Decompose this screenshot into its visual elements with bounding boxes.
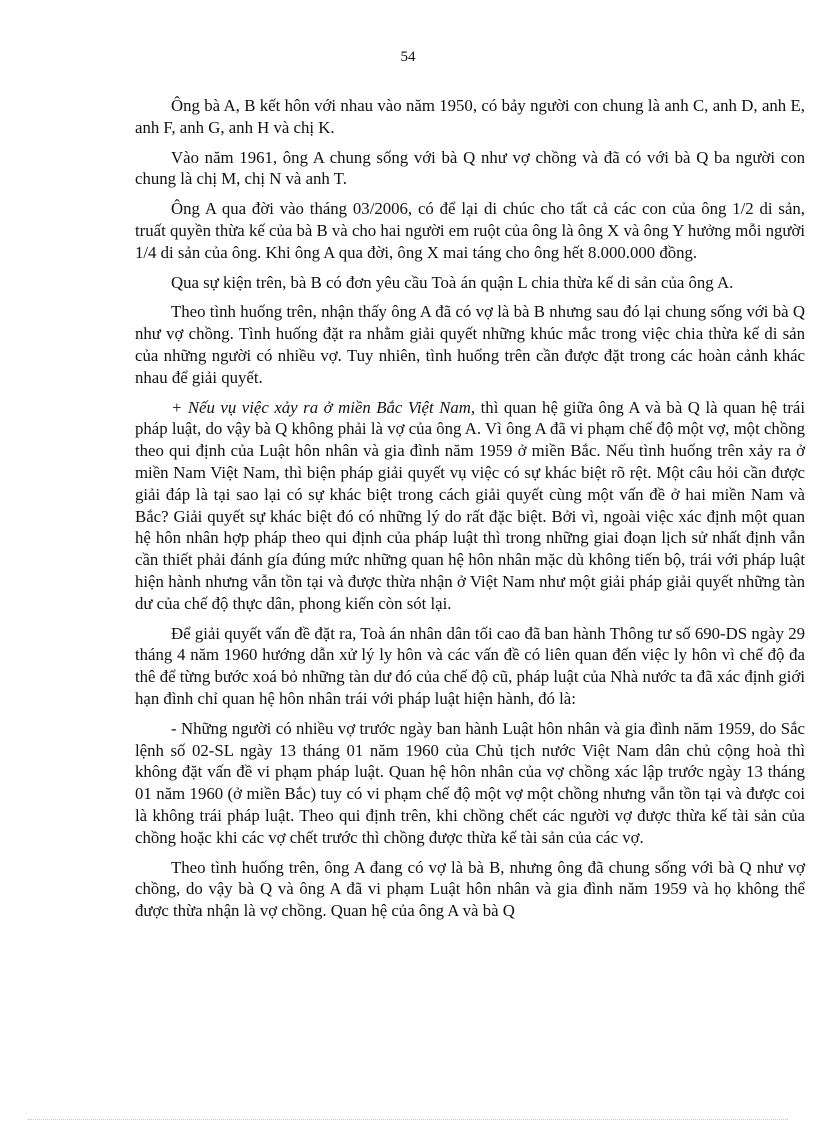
paragraph-circular-690: Để giải quyết vấn đề đặt ra, Toà án nhân dân tối cao đã ban hành Thông tư số 690-DS ngày 29 tháng 4 năm 1960 hướng dẫn xử lý ly hôn và các vấn đề có liên quan đến việc ly hôn vì chế độ đa thê để từng bước xoá bỏ những tàn dư đó của chế độ cũ, pháp luật của Nhà nước ta đã xác định giới hạn đình chỉ quan hệ hôn nhân trái với pháp luật hiện hành, đó là: [135,623,805,708]
paragraph-marriage-facts: Ông bà A, B kết hôn với nhau vào năm 1950, có bảy người con chung là anh C, anh D, anh E, anh F, anh G, anh H và chị K. [135,96,805,137]
paragraph-conclusion: Theo tình huống trên, ông A đang có vợ là bà B, nhưng ông đã chung sống với bà Q như vợ chồng, do vậy bà Q và ông A đã vi phạm Luật hôn nhân và gia đình năm 1959 và họ không thể được thừa nhận là vợ chồng. Quan hệ của ông A và bà Q [135,857,805,921]
north-vietnam-case-lead: + Nếu vụ việc xảy ra ở miền Bắc Việt Nam, [171,397,476,417]
paragraph-cohabitation: Vào năm 1961, ông A chung sống với bà Q như vợ chồng và đã có với bà Q ba người con chung là chị M, chị N và anh T. [135,147,805,189]
paragraph-will: Ông A qua đời vào tháng 03/2006, có để lại di chúc cho tất cả các con của ông 1/2 di sản, truất quyền thừa kế của bà B và cho hai người em ruột của ông là ông X và ông Y hưởng mỗi người 1/4 di sản của ông. Khi ông A qua đời, ông X mai táng cho ông hết 8.000.000 đồng. [135,199,805,262]
paragraph-north-vietnam-case [135,397,805,615]
paragraph-claim: Qua sự kiện trên, bà B có đơn yêu cầu Toà án quận L chia thừa kế di sản của ông A. [171,272,734,292]
page-number: 54 [400,49,416,65]
paragraph-situation-analysis: Theo tình huống trên, nhận thấy ông A đã có vợ là bà B nhưng sau đó lại chung sống với bà Q như vợ chồng. Tình huống đặt ra nhằm giải quyết những khúc mắc trong việc chia thừa kế di sản của những người có nhiều vợ. Tuy nhiên, tình huống trên cần được đặt trong các hoàn cảnh khác nhau để giải quyết. [135,302,805,387]
page-bottom-border [28,1119,788,1120]
north-vietnam-case-text: thì quan hệ giữa ông A và bà Q là quan hệ trái pháp luật, do vậy bà Q không phải là vợ của ông A. Vì ông A đã vi phạm chế độ một vợ, một chồng theo qui định của Luật hôn nhân và gia đình năm 1959 ở miền Bắc. Nếu tình huống trên xảy ra ở miền Nam Việt Nam, thì biện pháp giải quyết vụ việc có sự khác biệt rõ rệt. Một câu hỏi cần được giải đáp là tại sao lại có sự khác biệt trong cách giải quyết cùng một vấn đề ở hai miền Nam và Bắc? Giải quyết sự khác biệt đó có những lý do rất đặc biệt. Bởi vì, ngoài việc xác định một quan hệ hôn nhân hợp pháp theo qui định của pháp luật thì trong những giai đoạn lịch sử nhất định vẫn cần thiết phải đánh gía đúng mức những quan hệ hôn nhân mặc dù không tiến bộ, trái với pháp luật hiện hành nhưng vẫn tồn tại và được thừa nhận ở Việt Nam như một giải pháp giải quyết những tàn dư của chế độ thực dân, phong kiến còn sót lại. [135,397,805,613]
paragraph-polygamy-rule: - Những người có nhiều vợ trước ngày ban hành Luật hôn nhân và gia đình năm 1959, do Sắc lệnh số 02-SL ngày 13 tháng 01 năm 1960 của Chủ tịch nước Việt Nam dân chủ cộng hoà thì không đặt vấn đề vi phạm pháp luật. Quan hệ hôn nhân của vợ chồng xác lập trước ngày 13 tháng 01 năm 1960 (ở miền Bắc) tuy có vi phạm chế độ một vợ một chồng nhưng vẫn tồn tại và được coi là không trái pháp luật. Theo qui định trên, khi chồng chết các người vợ được thừa kế tài sản của chồng hoặc khi các vợ chết trước thì chồng được thừa kế tài sản của các vợ. [135,718,805,847]
document-body [135,95,805,930]
